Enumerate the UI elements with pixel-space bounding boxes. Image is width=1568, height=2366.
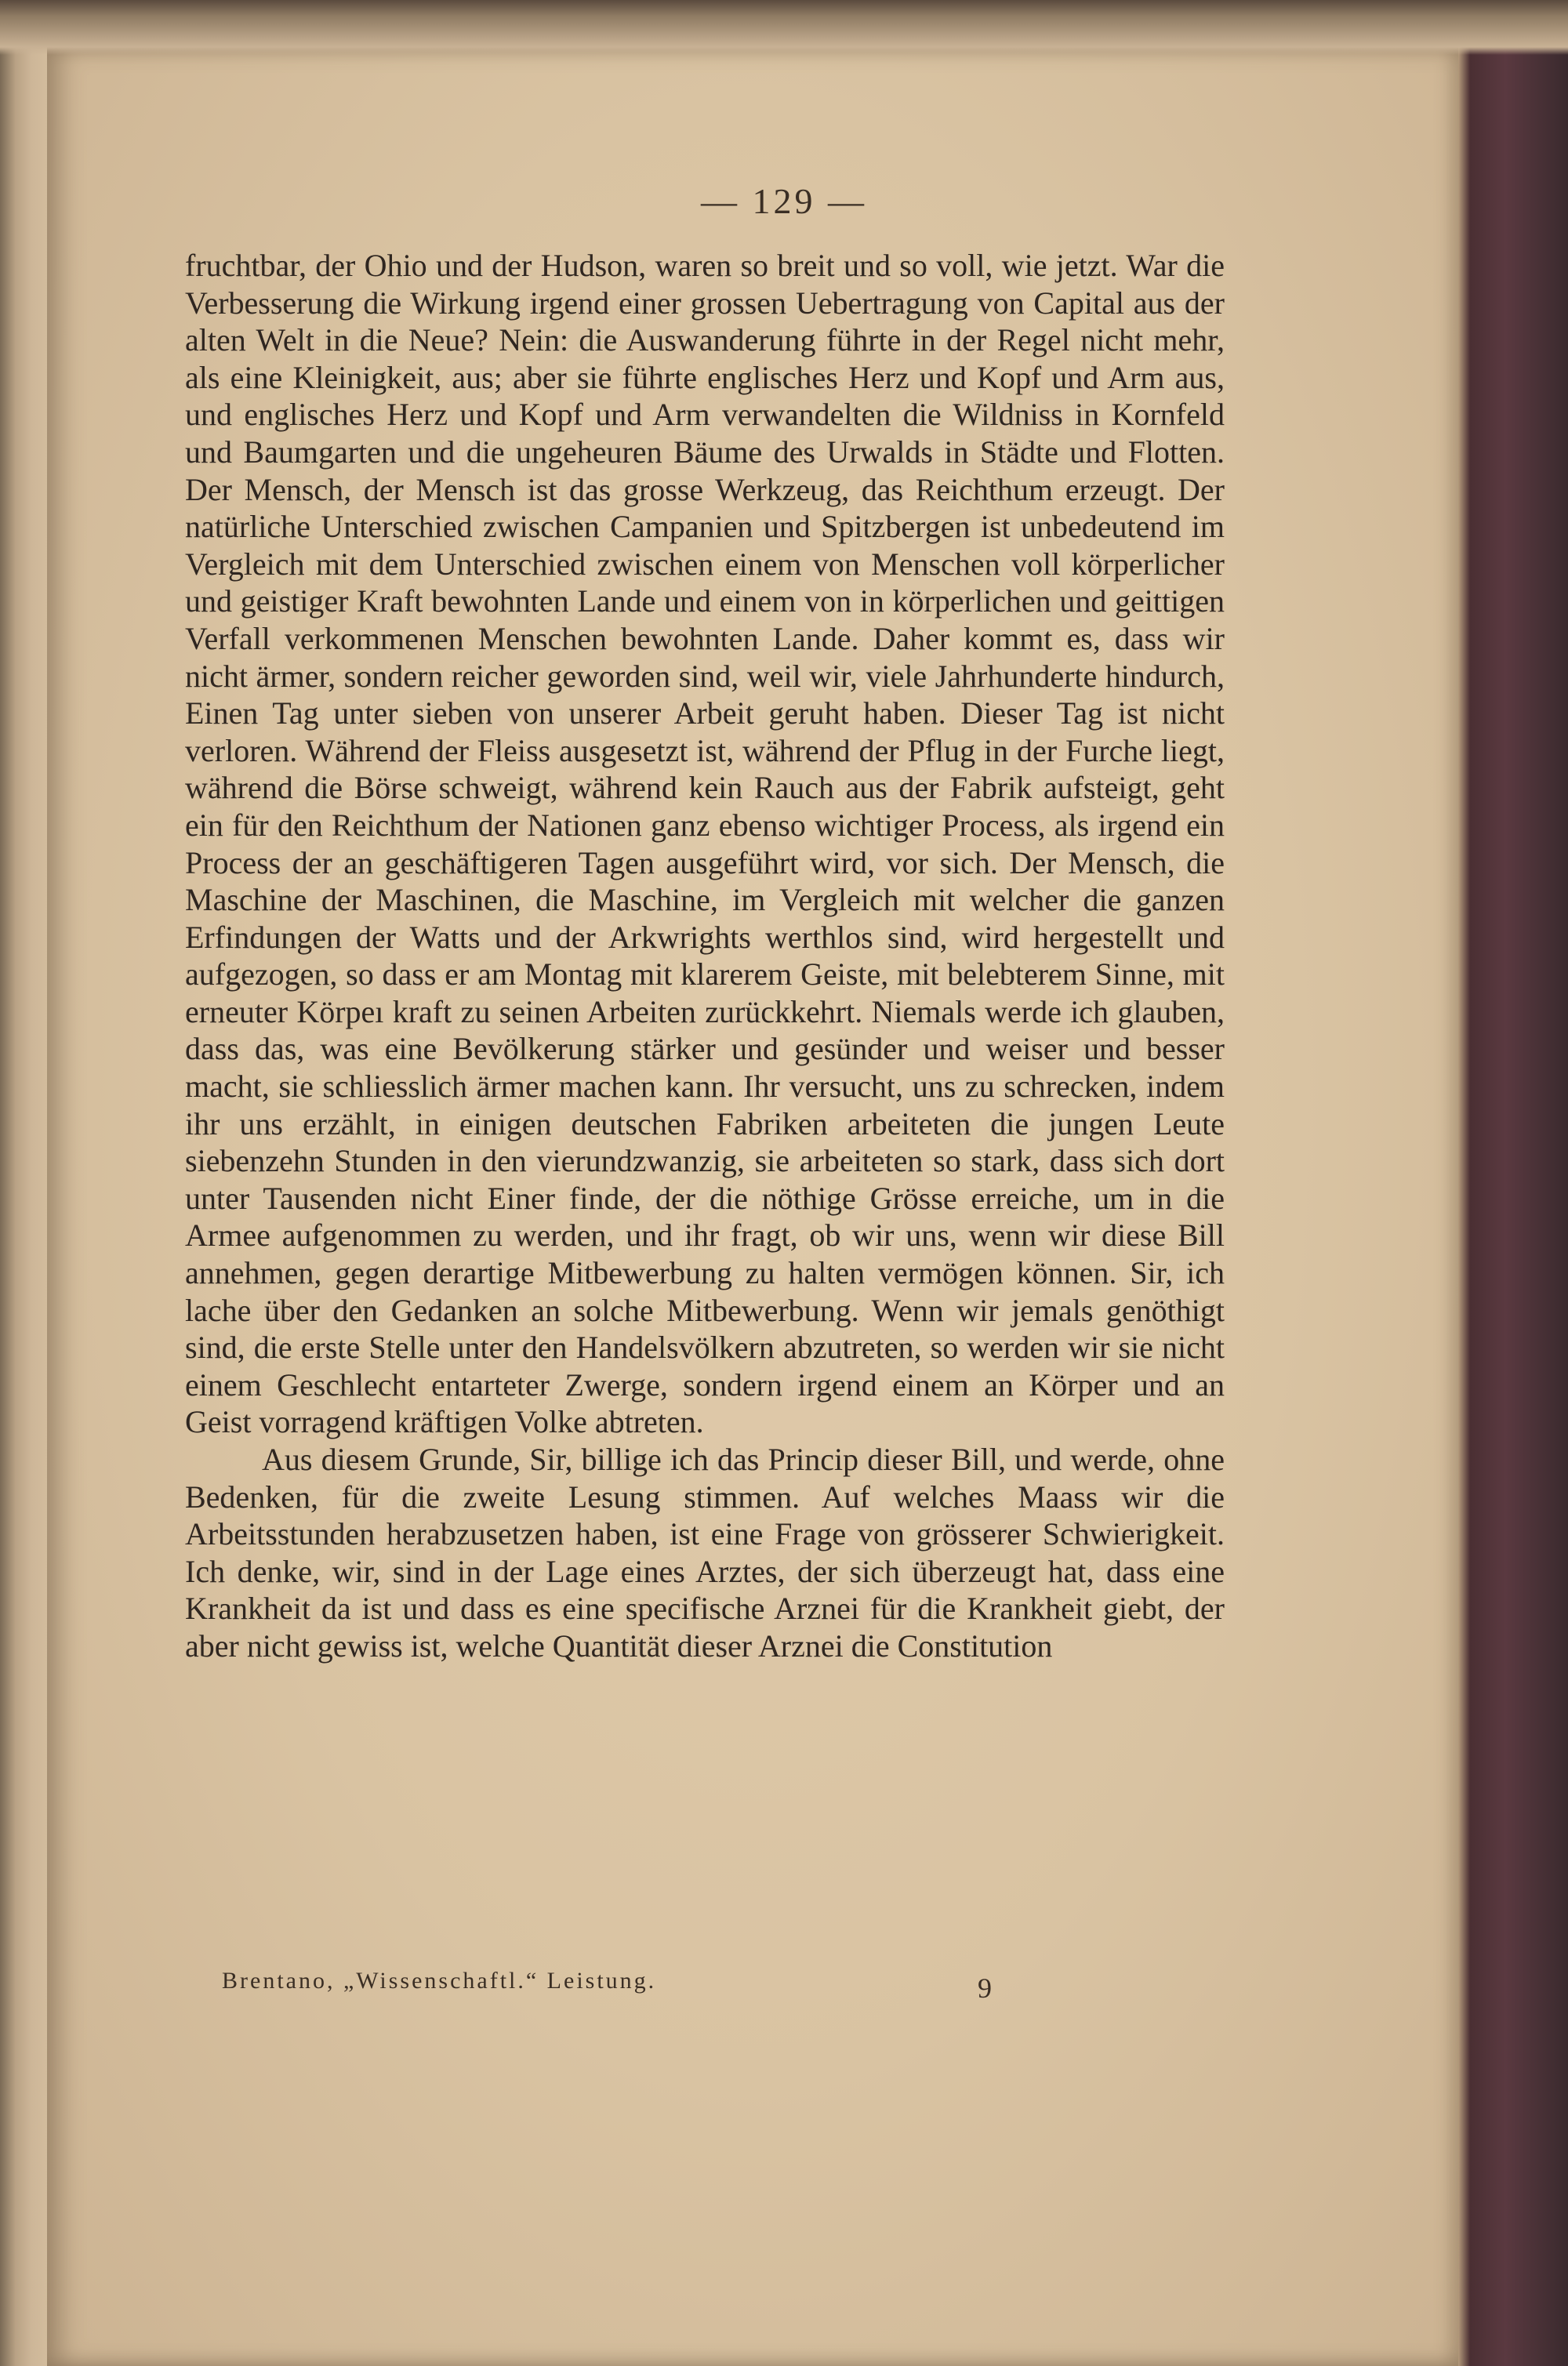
signature-mark: 9 bbox=[978, 1972, 992, 2004]
page-number: — 129 — bbox=[701, 181, 867, 221]
body-text bbox=[185, 247, 1225, 1665]
paragraph-1: fruchtbar, der Ohio und der Hudson, waren so breit und so voll, wie jetzt. War die Verbesserung die Wirkung irgend einer grossen Uebertragung von Capital aus der alten Welt in die Neue? Nein: die Auswanderung führte in der Regel nicht mehr, als eine Kleinigkeit, aus; aber sie führte englisches Herz und Kopf und Arm aus, und englisches Herz und Kopf und Arm verwandelten die Wildniss in Kornfeld und Baumgarten und die ungeheuren Bäume des Urwalds in Städte und Flotten. Der Mensch, der Mensch ist das grosse Werkzeug, das Reichthum erzeugt. Der natürliche Unterschied zwischen Campanien und Spitzbergen ist unbedeutend im Vergleich mit dem Unterschied zwischen einem von Menschen voll körperlicher und geistiger Kraft bewohnten Lande und einem von in körperlichen und geittigen Verfall verkommenen Menschen bewohnten Lande. Daher kommt es, dass wir nicht ärmer, sondern reicher geworden sind, weil wir, viele Jahrhunderte hindurch, Einen Tag unter sieben von unserer Arbeit geruht haben. Dieser Tag ist nicht verloren. Während der Fleiss ausgesetzt ist, während der Pflug in der Furche liegt, während die Börse schweigt, während kein Rauch aus der Fabrik aufsteigt, geht ein für den Reichthum der Nationen ganz ebenso wichtiger Process, als irgend ein Process der an geschäftigeren Tagen ausgeführt wird, vor sich. Der Mensch, die Maschine der Maschinen, die Maschine, im Vergleich mit welcher die ganzen Erfindungen der Watts und der Arkwrights werthlos sind, wird hergestellt und aufgezogen, so dass er am Montag mit klarerem Geiste, mit belebterem Sinne, mit erneuter Körpeı kraft zu seinen Arbeiten zurückkehrt. Niemals werde ich glauben, dass das, was eine Bevölkerung stärker und gesünder und weiser und besser macht, sie schliesslich ärmer machen kann. Ihr versucht, uns zu schrecken, indem ihr uns erzählt, in einigen deutschen Fabriken arbeiteten die jungen Leute siebenzehn Stunden in den vierundzwanzig, sie arbeiteten so stark, dass sich dort unter Tausenden nicht Einer finde, der die nöthige Grösse erreiche, um in die Armee aufgenommen zu werden, und ihr fragt, ob wir uns, wenn wir diese Bill annehmen, gegen derartige Mitbewerbung zu halten vermögen können. Sir, ich lache über den Gedanken an solche Mitbewerbung. Wenn wir jemals genöthigt sind, die erste Stelle unter den Handelsvölkern abzutreten, so werden wir sie nicht einem Geschlecht entarteter Zwerge, sondern irgend einem an Körper und an Geist vorragend kräftigen Volke abtreten. bbox=[185, 248, 1225, 1440]
footer-note: Brentano, „Wissenschaftl.“ Leistung. bbox=[222, 1968, 657, 1994]
paragraph-2: Aus diesem Grunde, Sir, billige ich das Princip dieser Bill, und werde, ohne Bedenken, für die zweite Lesung stimmen. Auf welches Maass wir die Arbeitsstunden herabzusetzen haben, ist eine Frage von grösserer Schwierigkeit. Ich denke, wir, sind in der Lage eines Arztes, der sich überzeugt hat, dass eine Krankheit da ist und dass es eine specifische Arznei für die Krankheit giebt, der aber nicht gewiss ist, welche Quantität dieser Arznei die Constitution bbox=[185, 1442, 1225, 1664]
book-top-edge bbox=[0, 0, 1568, 55]
